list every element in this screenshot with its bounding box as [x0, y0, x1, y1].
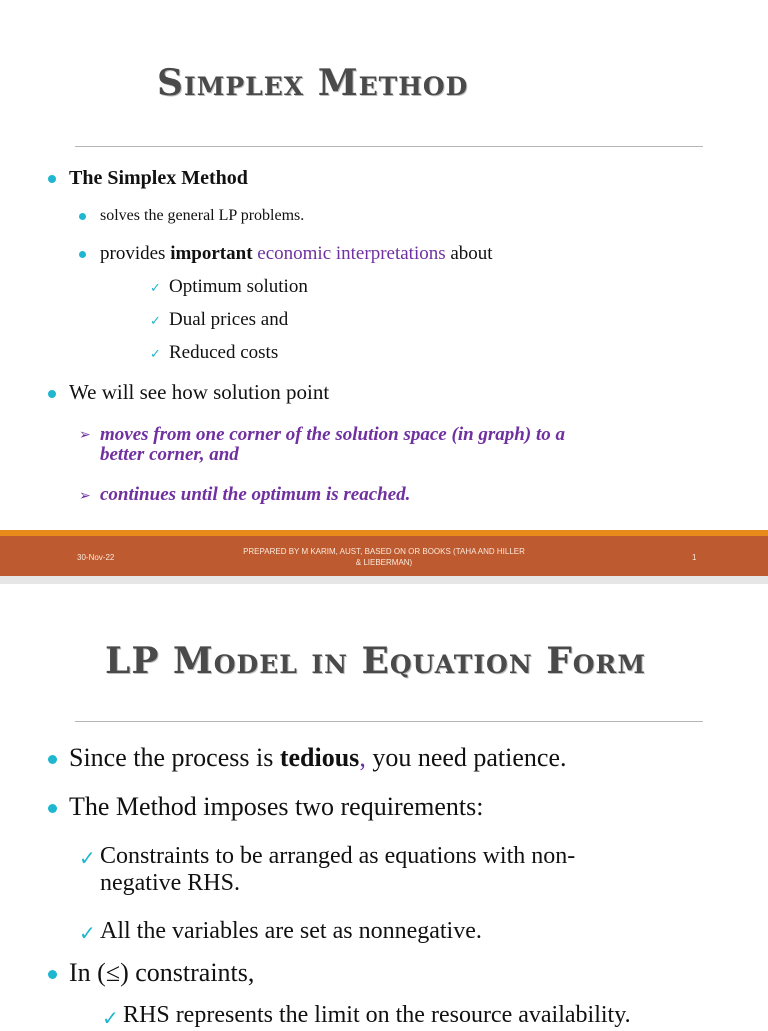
text-suffix: you need patience.: [365, 743, 567, 772]
arrowhead-right-icon: ➢: [79, 489, 91, 504]
slide-title: Simplex Method: [157, 62, 469, 104]
check-item: Dual prices and: [169, 309, 289, 330]
bullet-icon: [48, 390, 56, 398]
text-bold: important: [170, 243, 253, 264]
arrowhead-right-icon: ➢: [79, 428, 91, 443]
check-icon: ✓: [79, 848, 96, 870]
arrow-item-text: moves from one corner of the solution space (in graph) to a: [100, 424, 565, 445]
footer-credit-line: PREPARED BY M KARIM, AUST, BASED ON OR BOOKS (TAHA AND HILLER: [243, 547, 525, 556]
footer-date: 30-Nov-22: [77, 553, 115, 562]
bullet-text: We will see how solution point: [69, 380, 330, 404]
title-divider: [75, 721, 703, 722]
bullet-icon: [48, 970, 57, 979]
footer-credit-line: & LIEBERMAN): [355, 558, 413, 567]
check-item: Reduced costs: [169, 342, 279, 363]
check-item-continued: negative RHS.: [100, 870, 240, 896]
bullet-icon: [48, 755, 57, 764]
sub-bullet-text: [100, 243, 493, 265]
text-comma: ,: [359, 743, 366, 772]
footer-credit: [234, 546, 534, 568]
page-number: 1: [692, 553, 697, 562]
slide-2: [0, 584, 768, 1030]
slide-footer: [0, 530, 768, 576]
check-icon: ✓: [150, 346, 161, 361]
check-icon: ✓: [150, 280, 161, 295]
arrow-item-text-continued: better corner, and: [100, 444, 239, 465]
bullet-text: [69, 743, 567, 773]
sub-bullet-icon: [79, 213, 86, 220]
sub-bullet-icon: [79, 251, 86, 258]
check-item: RHS represents the limit on the resource availability.: [123, 1002, 631, 1028]
text-suffix: about: [445, 243, 493, 264]
text-prefix: provides: [100, 243, 171, 264]
check-icon: ✓: [79, 923, 96, 945]
check-icon: ✓: [150, 313, 161, 328]
slide-title: LP Model in Equation Form: [105, 640, 646, 682]
check-item: Optimum solution: [169, 276, 308, 297]
text-bold: tedious: [279, 743, 360, 772]
bullet-text: In (≤) constraints,: [69, 958, 255, 987]
bullet-heading: The Simplex Method: [69, 167, 248, 189]
bullet-icon: [48, 804, 57, 813]
check-icon: ✓: [102, 1008, 119, 1030]
title-divider: [75, 146, 703, 147]
text-highlight: economic interpretations: [252, 243, 446, 264]
check-item: Constraints to be arranged as equations with non-: [100, 843, 576, 869]
slide-separator: [0, 576, 768, 584]
bullet-icon: [48, 175, 56, 183]
sub-bullet-text: solves the general LP problems.: [100, 207, 305, 224]
text-prefix: Since the process is: [69, 743, 280, 772]
arrow-item-text: continues until the optimum is reached.: [100, 484, 411, 505]
check-item: All the variables are set as nonnegative.: [100, 918, 482, 944]
bullet-text: The Method imposes two requirements:: [69, 792, 484, 821]
